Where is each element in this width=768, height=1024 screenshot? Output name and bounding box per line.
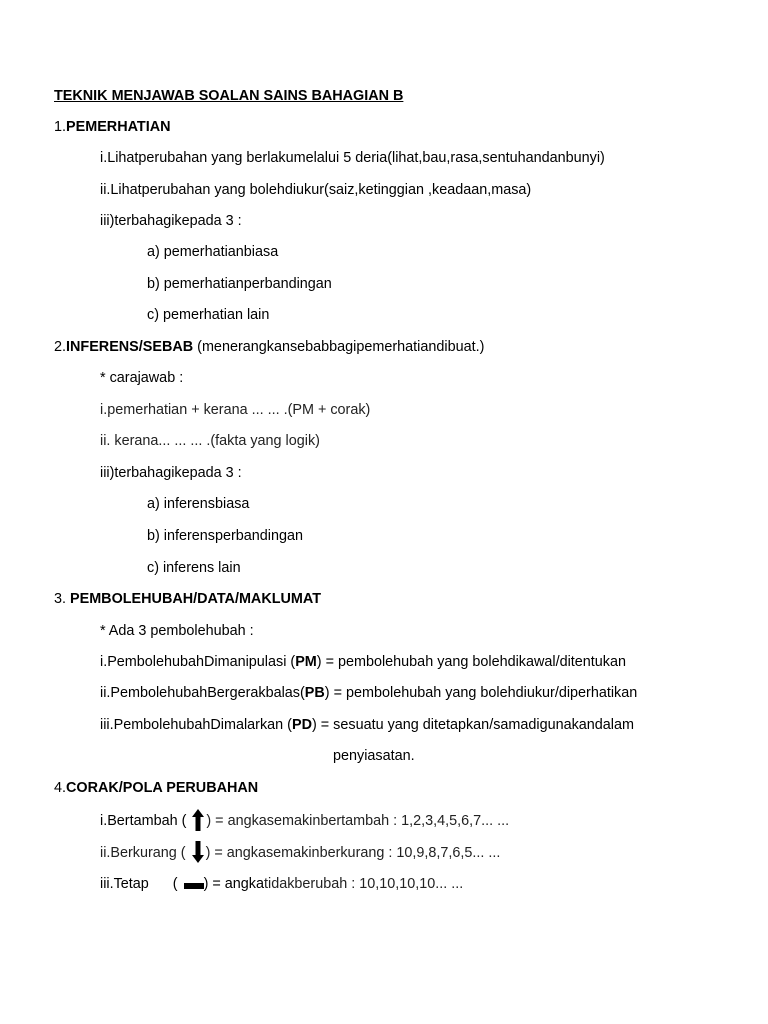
s2-item-iii: iii)terbahagikepada 3 : (100, 465, 242, 481)
s1-item-i: i.Lihatperubahan yang berlakumelalui 5 deria(lihat,bau,rasa,sentuhandanbunyi) (100, 150, 605, 166)
item-text: iii.PembolehubahDimalarkan ( (100, 717, 292, 733)
item-text: i.Bertambah ( (100, 813, 187, 829)
section-title: CORAK/POLA PERUBAHAN (66, 780, 259, 796)
section-number: 2. (54, 339, 67, 355)
s2-item-i: i.pemerhatian + kerana ... ... .(PM + corak) (100, 402, 371, 418)
s1-sub-c: c) pemerhatian lain (147, 307, 270, 323)
page-title: TEKNIK MENJAWAB SOALAN SAINS BAHAGIAN B (54, 88, 404, 104)
s1-item-ii: ii.Lihatperubahan yang bolehdiukur(saiz,ketinggian ,keadaan,masa) (100, 182, 532, 198)
variable-code: PB (304, 685, 325, 701)
s3-item-i (100, 653, 626, 671)
item-text: iii.Tetap (100, 876, 149, 892)
s4-item-iii (100, 874, 463, 893)
section-3-heading (54, 590, 321, 608)
down-arrow-icon (190, 843, 206, 861)
s2-sub-a: a) inferensbiasa (147, 496, 250, 512)
s1-sub-b: b) pemerhatianperbandingan (147, 276, 332, 292)
section-title: PEMBOLEHUBAH/DATA/MAKLUMAT (70, 591, 322, 607)
item-text: i.PembolehubahDimanipulasi ( (100, 654, 296, 670)
s4-item-ii (100, 843, 500, 862)
variable-code: PD (291, 717, 312, 733)
s3-item-iii (100, 716, 634, 734)
item-text: ) = angkasemakinberkurang : 10,9,8,7,6,5... ... (205, 845, 501, 861)
variable-code: PM (295, 654, 317, 670)
s1-item-iii: iii)terbahagikepada 3 : (100, 213, 242, 229)
item-text: ( (172, 876, 178, 892)
s3-intro: * Ada 3 pembolehubah : (100, 623, 254, 639)
up-arrow-icon (190, 811, 206, 829)
item-text: ) = angkasemakinbertambah : 1,2,3,4,5,6,7... ... (206, 813, 510, 829)
s3-item-ii (100, 684, 637, 702)
section-number: 4. (54, 780, 67, 796)
s1-sub-a: a) pemerhatianbiasa (147, 244, 279, 260)
section-title: INFERENS/SEBAB (66, 339, 194, 355)
s2-cara-jawab: * carajawab : (100, 370, 184, 386)
item-text: ii.PembolehubahBergerakbalas( (100, 685, 305, 701)
item-text: ) = sesuatu yang ditetapkan/samadigunakandalam (311, 717, 634, 733)
item-text: tidakberubah : 10,10,10,10... ... (264, 876, 464, 892)
section-4-heading (54, 779, 258, 797)
section-1-heading (54, 118, 170, 136)
section-number: 1. (54, 119, 67, 135)
item-text: ) = pembolehubah yang bolehdiukur/diperhatikan (324, 685, 638, 701)
s2-sub-b: b) inferensperbandingan (147, 528, 304, 544)
item-text: ) = angka (203, 876, 264, 892)
s2-sub-c: c) inferens lain (147, 560, 241, 576)
s2-item-ii: ii. kerana... ... ... .(fakta yang logik) (100, 433, 320, 449)
section-title: PEMERHATIAN (66, 119, 171, 135)
section-number: 3. (54, 591, 70, 607)
s3-item-iii-continuation: penyiasatan. (333, 748, 415, 764)
item-text: ii.Berkurang ( (100, 845, 186, 861)
item-text: ) = pembolehubah yang bolehdikawal/ditentukan (316, 654, 627, 670)
section-note: (menerangkansebabbagipemerhatiandibuat.) (193, 339, 485, 355)
s4-item-i (100, 811, 509, 830)
constant-bar-icon (182, 874, 204, 892)
section-2-heading (54, 338, 484, 356)
